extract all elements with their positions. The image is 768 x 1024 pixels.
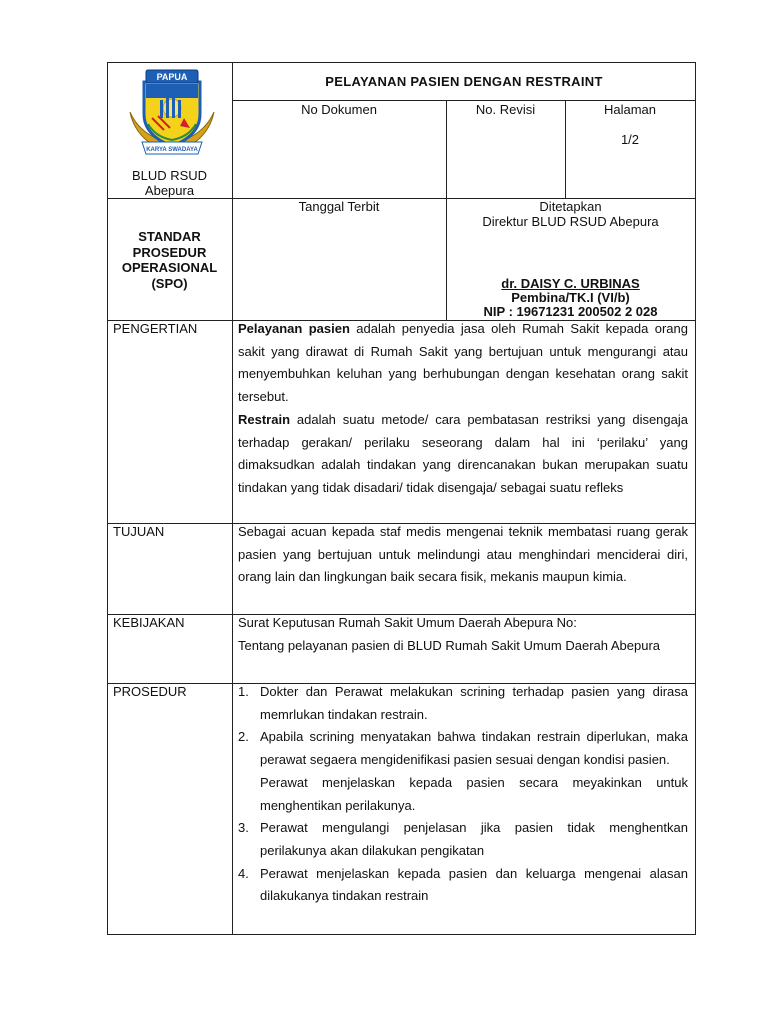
prosedur-step-extra: Perawat menjelaskan kepada pasien secara meyakinkan untuk menghentikan perilakunya.: [260, 774, 688, 813]
kebijakan-content: [238, 612, 688, 657]
prosedur-step-number: 4.: [238, 865, 249, 881]
halaman-label: Halaman: [603, 102, 657, 117]
prosedur-step: [238, 681, 688, 726]
prosedur-step-number: 3.: [238, 820, 249, 836]
prosedur-steps-list: [238, 681, 688, 908]
pengertian-term-1: Pelayanan pasien: [238, 321, 350, 336]
prosedur-step: [238, 817, 688, 862]
tujuan-label: TUJUAN: [113, 524, 165, 539]
org-name-line2: Abepura: [144, 183, 195, 198]
org-name-line1: BLUD RSUD: [131, 168, 208, 183]
prosedur-step-text: Dokter dan Perawat melakukan scrining terhadap pasien yang dirasa memrlukan tindakan restrain.: [260, 684, 688, 722]
kebijakan-line-1: Surat Keputusan Rumah Sakit Umum Daerah Abepura No:: [238, 615, 577, 630]
pengertian-label: PENGERTIAN: [113, 321, 198, 336]
kebijakan-line-2: Tentang pelayanan pasien di BLUD Rumah Sakit Umum Daerah Abepura: [238, 637, 661, 653]
tujuan-content: Sebagai acuan kepada staf medis mengenai teknik membatasi ruang gerak pasien yang bertujuan untuk melindungi atau menghindari menciderai diri, orang lain dan lingkungan baik secara fisik, mekanis maupun kimia.: [238, 524, 688, 585]
prosedur-step: [238, 863, 688, 908]
label-column-divider: [232, 62, 233, 935]
prosedur-step-text: Perawat menjelaskan kepada pasien dan keluarga mengenai alasan dilakukanya tindakan restrain: [260, 865, 688, 904]
pengertian-definition-2: adalah suatu metode/ cara pembatasan restriksi yang disengaja terhadap gerakan/ perilaku seseorang dalam hal ini ‘perilaku’ yang dimaksudkan adalah tindakan yang direncanakan bukan merupakan suatu tindakan yang tidak disadari/ tidak disengaja/ sebagai suatu refleks: [238, 411, 688, 495]
title-row-divider: [232, 100, 696, 101]
ditetapkan-label: Ditetapkan: [539, 199, 602, 214]
spo-line1: STANDAR: [138, 229, 201, 244]
prosedur-label: PROSEDUR: [113, 684, 187, 699]
table-border-top: [107, 62, 696, 63]
halaman-value: 1/2: [620, 132, 640, 147]
no-revisi-label: No. Revisi: [475, 102, 536, 117]
pengertian-paragraph-2: [238, 409, 688, 500]
spo-line4: (SPO): [151, 276, 188, 291]
prosedur-step-text: Apabila scrining menyatakan bahwa tindakan restrain diperlukan, maka perawat segaera mengidenifikasi pasien sesuai dengan kondisi pasien.: [260, 729, 688, 768]
signer-nip: NIP : 19671231 200502 2 028: [483, 304, 658, 319]
pengertian-term-2: Restrain: [238, 411, 291, 427]
prosedur-step: [238, 726, 688, 817]
prosedur-step-number: 2.: [238, 729, 249, 745]
prosedur-step-number: 1.: [238, 684, 249, 699]
spo-line2: PROSEDUR: [132, 245, 207, 260]
kebijakan-label: KEBIJAKAN: [113, 615, 185, 630]
document-title: PELAYANAN PASIEN DENGAN RESTRAINT: [325, 74, 603, 89]
logo-motto-text: KARYA SWADAYA: [146, 147, 198, 153]
tanggal-terbit-label: Tanggal Terbit: [298, 199, 380, 214]
papua-emblem-logo: [124, 68, 220, 164]
pengertian-definition-1: adalah penyedia jasa oleh Rumah Sakit kepada orang sakit yang dirawat di Rumah Sakit yang bertujuan untuk mengurangi atau menyembuhkan keluhan yang berhubungan dengan kesehatan orang sakit tersebut.: [238, 321, 688, 405]
table-border-right: [695, 62, 696, 935]
signer-rank: Pembina/TK.I (VI/b): [511, 290, 630, 305]
logo-banner-text: PAPUA: [156, 72, 188, 82]
signer-name: dr. DAISY C. URBINAS: [501, 276, 640, 291]
direktur-label: Direktur BLUD RSUD Abepura: [482, 214, 659, 229]
table-border-bottom: [107, 934, 696, 935]
prosedur-step-text: Perawat mengulangi penjelasan jika pasien tidak menghentkan perilakunya akan dilakukan pengikatan: [260, 820, 688, 858]
spo-line3: OPERASIONAL: [121, 260, 218, 275]
pengertian-content: [238, 318, 688, 500]
pengertian-paragraph-1: [238, 318, 688, 409]
no-dokumen-label: No Dokumen: [301, 102, 377, 117]
